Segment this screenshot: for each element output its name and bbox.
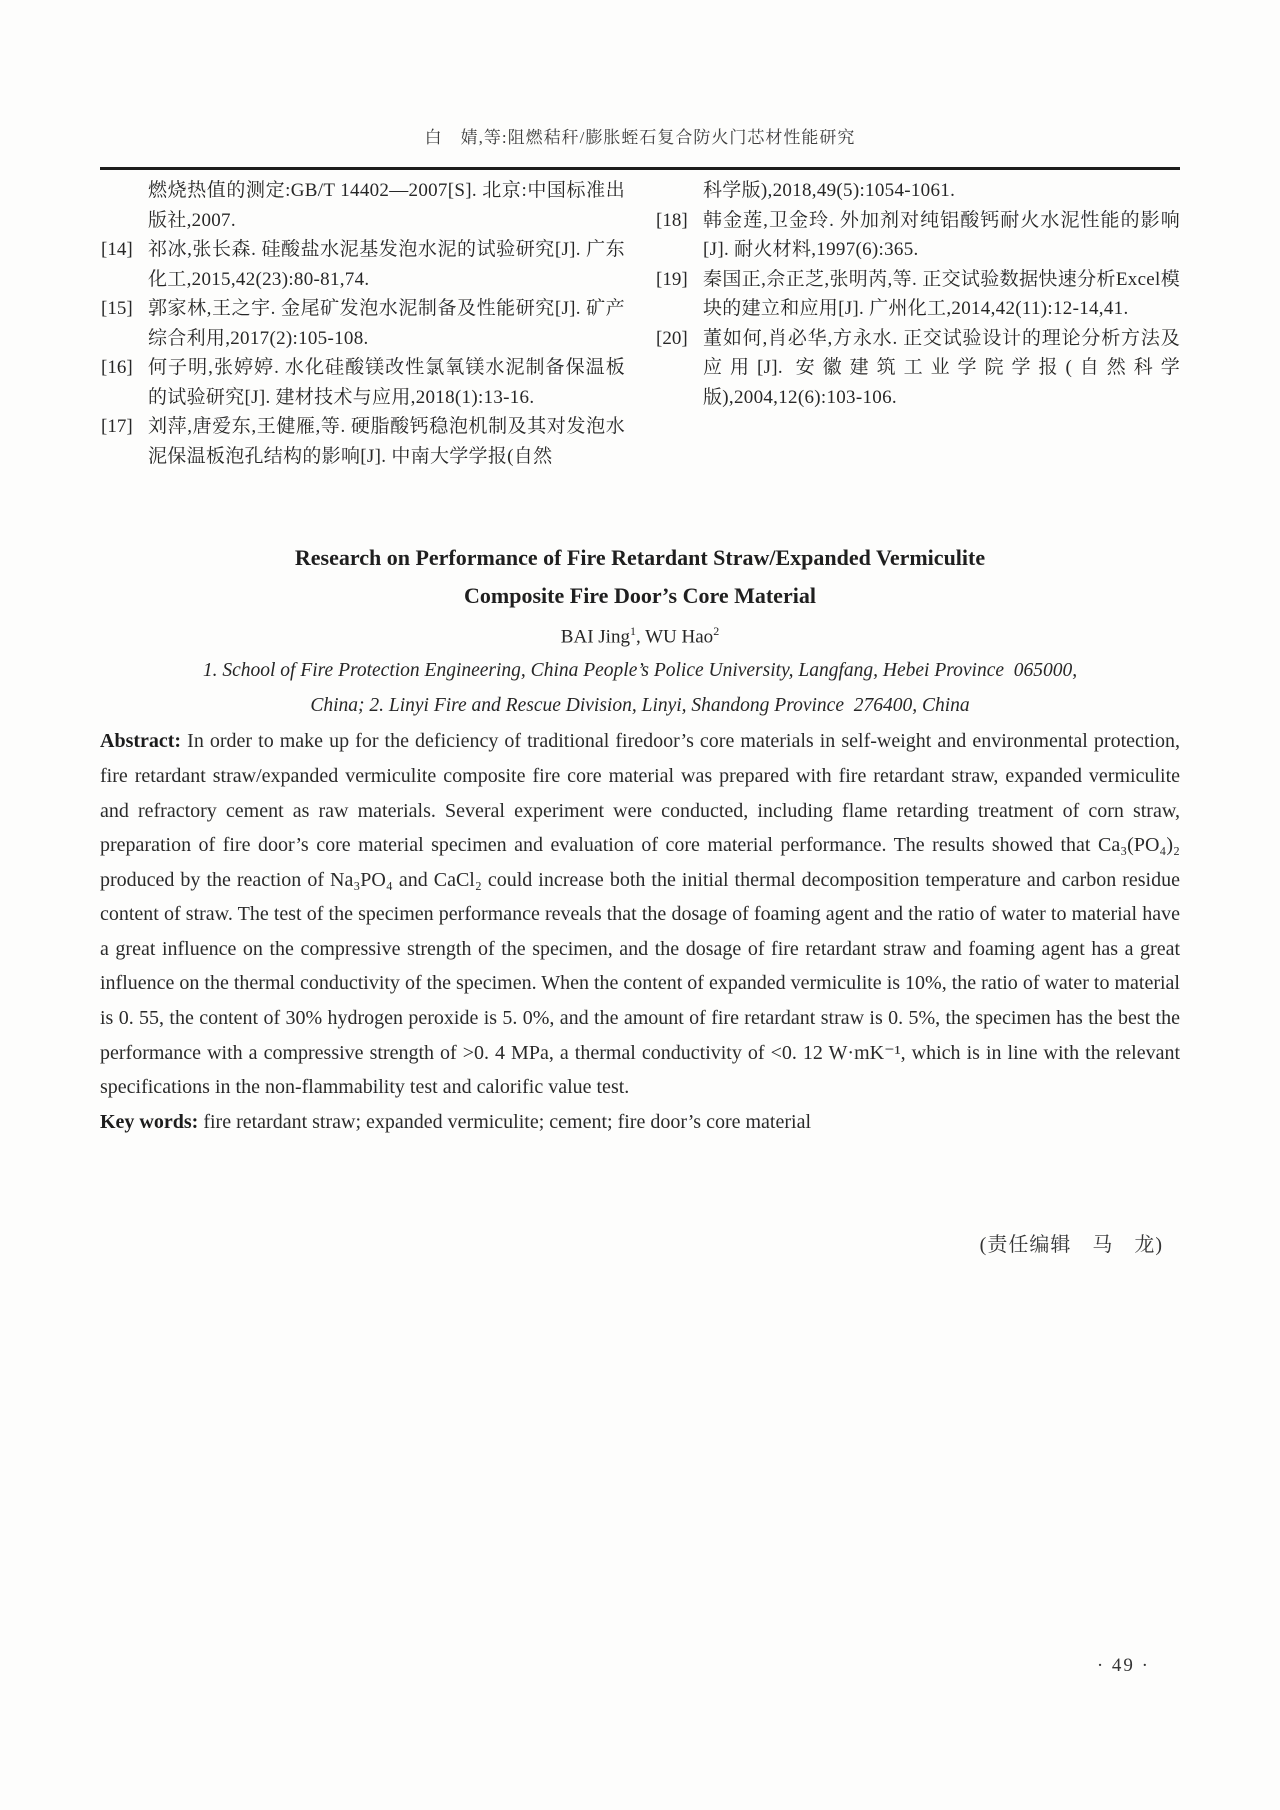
reference-label: [18] [656,209,688,231]
article-section [100,539,1180,1139]
reference-item [100,353,625,412]
reference-label: [14] [101,239,133,260]
reference-text: 科学版),2018,49(5):1054-1061. [703,180,956,201]
reference-text: 燃烧热值的测定:GB/T 14402—2007[S]. 北京:中国标准出版社,2007. [148,180,625,231]
reference-item [655,206,1180,265]
reference-text: 刘萍,唐爱东,王健雁,等. 硬脂酸钙稳泡机制及其对发泡水泥保温板泡孔结构的影响[J]. 中南大学学报(自然 [148,416,625,467]
abstract [100,724,1180,1105]
abstract-text: In order to make up for the deficiency of traditional firedoor’s core materials in self-weight and environmental protection, fire retardant straw/expanded vermiculite composite fire core material was prepared with fire retardant straw, expanded vermiculite and refractory cement as raw materials. Several experiment were conducted, including flame retarding treatment of corn straw, preparation of fire door’s core material specimen and evaluation of core material performance. The results showed that Ca₃(PO₄)₂ produced by the reaction of Na₃PO₄ and CaCl₂ could increase both the initial thermal decomposition temperature and carbon residue content of straw. The test of the specimen performance reveals that the dosage of foaming agent and the ratio of water to material have a great influence on the compressive strength of the specimen, and the dosage of fire retardant straw and foaming agent has a great influence on the thermal conductivity of the specimen. When the content of expanded vermiculite is 10%, the ratio of water to material is 0. 55, the content of 30% hydrogen peroxide is 5. 0%, and the amount of fire retardant straw is 0. 5%, the specimen has the best the performance with a compressive strength of >0. 4 MPa, a thermal conductivity of <0. 12 W·mK⁻¹, which is in line with the relevant specifications in the non-flammability test and calorific value test. [100,730,1180,1099]
abstract-label: Abstract: [100,730,182,753]
reference-label: [20] [656,327,688,349]
author-name: WU Hao [645,626,714,648]
article-title-line-1: Research on Performance of Fire Retardant Straw/Expanded Vermiculite [294,545,986,570]
author-affiliation-sup: 1 [629,624,636,638]
reference-item [100,235,625,294]
reference-text: 董如何,肖必华,方永水. 正交试验设计的理论分析方法及应用[J]. 安徽建筑工业学院学报(自然科学版),2004,12(6):103-106. [703,327,1180,408]
reference-item [100,294,625,353]
reference-text: 祁冰,张长森. 硅酸盐水泥基发泡水泥的试验研究[J]. 广东化工,2015,42(23):80-81,74. [148,239,625,290]
reference-column-right [655,176,1180,471]
affiliation-line-1: 1. School of Fire Protection Engineering, China People’s Police University, Langfang, Hebei Province 065000, [202,660,1078,682]
keywords-text: fire retardant straw; expanded vermiculite; cement; fire door’s core material [203,1110,812,1133]
reference-item [100,176,625,235]
reference-label: [15] [101,298,133,319]
author-name: BAI Jing [560,626,630,648]
editor-note: (责任编辑 马 龙) [979,1234,1163,1256]
reference-text: 郭家林,王之宇. 金尾矿发泡水泥制备及性能研究[J]. 矿产综合利用,2017(2):105-108. [148,298,625,349]
reference-label: [16] [101,357,133,378]
reference-text: 秦国正,佘正芝,张明芮,等. 正交试验数据快速分析Excel模块的建立和应用[J]. 广州化工,2014,42(11):12-14,41. [703,268,1180,319]
authors-line [100,615,1180,653]
reference-item [655,265,1180,324]
page-number: · 49 · [1096,1655,1150,1676]
reference-label: [17] [101,416,133,437]
reference-item [655,176,1180,206]
running-header: 白 婧,等:阻燃秸秆/膨胀蛭石复合防火门芯材性能研究 [424,128,856,147]
references-section [100,176,1180,471]
article-title-line-2: Composite Fire Door’s Core Material [464,583,816,608]
affiliation-line-2: China; 2. Linyi Fire and Rescue Division, Linyi, Shandong Province 276400, China [310,695,970,717]
author-separator: , [635,626,646,648]
keywords [100,1105,1180,1140]
reference-text: 何子明,张婷婷. 水化硅酸镁改性氯氧镁水泥制备保温板的试验研究[J]. 建材技术与应用,2018(1):13-16. [148,357,625,408]
header-rule [100,167,1180,170]
keywords-label: Key words: [100,1110,199,1133]
reference-text: 韩金莲,卫金玲. 外加剂对纯铝酸钙耐火水泥性能的影响[J]. 耐火材料,1997(6):365. [703,209,1180,260]
reference-label: [19] [656,268,688,290]
author-affiliation-sup: 2 [713,624,720,638]
reference-column-left [100,176,625,471]
reference-item [655,324,1180,413]
reference-item [100,412,625,471]
